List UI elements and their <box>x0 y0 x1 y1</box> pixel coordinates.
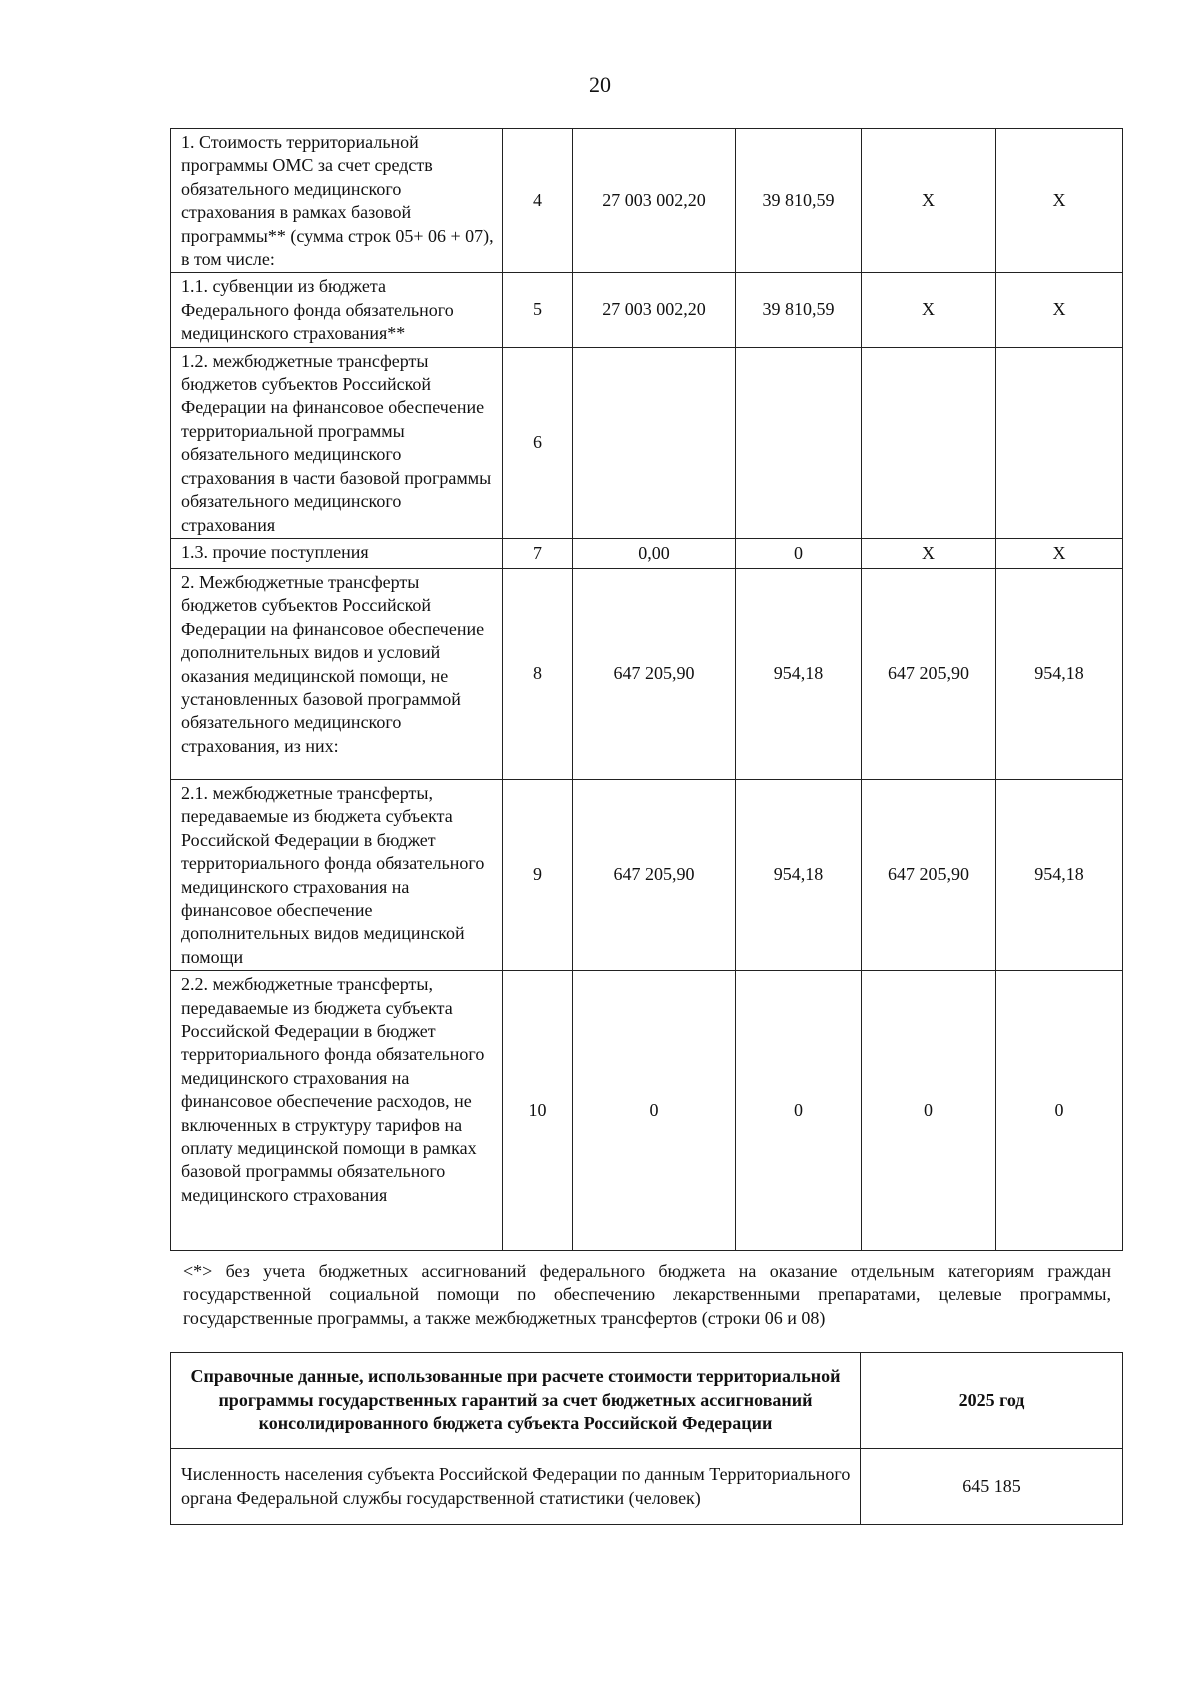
table-row <box>171 568 1123 779</box>
cell-value: 647 205,90 <box>862 779 996 970</box>
reference-data-table <box>170 1352 1123 1525</box>
cell-value: 0 <box>862 971 996 1251</box>
cell-value: 647 205,90 <box>573 568 736 779</box>
cell-value: X <box>862 273 996 347</box>
row-code: 7 <box>503 538 573 568</box>
cell-value: X <box>862 129 996 273</box>
reference-header-year: 2025 год <box>861 1353 1123 1449</box>
cell-value <box>573 347 736 538</box>
cell-value: 27 003 002,20 <box>573 273 736 347</box>
population-value: 645 185 <box>861 1449 1123 1525</box>
footnote: <*> без учета бюджетных ассигнований федерального бюджета на оказание отдельным категориям граждан государственной социальной помощи по обеспечению лекарственными препаратами, целевые программы, государственные программы, а также межбюджетных трансфертов (строки 06 и 08) <box>183 1261 1111 1328</box>
row-label: 2.2. межбюджетные трансферты, передаваемые из бюджета субъекта Российской Федерации в бюджет территориального фонда обязательного медицинского страхования на финансовое обеспечение расходов, не включенных в структуру тарифов на оплату медицинской помощи в рамках базовой программы обязательного медицинского страхования <box>171 971 503 1251</box>
row-label: 1. Стоимость территориальной программы ОМС за счет средств обязательного медицинского страхования в рамках базовой программы** (сумма строк 05+ 06 + 07), в том числе: <box>171 129 503 273</box>
row-code: 6 <box>503 347 573 538</box>
table-row <box>171 129 1123 273</box>
cell-value: X <box>862 538 996 568</box>
table-row <box>171 273 1123 347</box>
cell-value: 27 003 002,20 <box>573 129 736 273</box>
page-number: 20 <box>589 72 611 97</box>
cell-value: 647 205,90 <box>573 779 736 970</box>
cell-value: 0,00 <box>573 538 736 568</box>
table-row <box>171 347 1123 538</box>
table-row <box>171 779 1123 970</box>
cell-value: 0 <box>736 538 862 568</box>
cell-value: X <box>996 273 1123 347</box>
row-label: 1.2. межбюджетные трансферты бюджетов субъектов Российской Федерации на финансовое обеспечение территориальной программы обязательного медицинского страхования в части базовой программы обязательного медицинского страхования <box>171 347 503 538</box>
table-row <box>171 1449 1123 1525</box>
cell-value: 0 <box>573 971 736 1251</box>
cell-value <box>862 347 996 538</box>
cell-value: X <box>996 129 1123 273</box>
cell-value: X <box>996 538 1123 568</box>
row-code: 10 <box>503 971 573 1251</box>
reference-header-label: Справочные данные, использованные при расчете стоимости территориальной программы государственных гарантий за счет бюджетных ассигнований консолидированного бюджета субъекта Российской Федерации <box>171 1353 861 1449</box>
row-label: 1.3. прочие поступления <box>171 538 503 568</box>
row-label: 2. Межбюджетные трансферты бюджетов субъектов Российской Федерации на финансовое обеспечение дополнительных видов и условий оказания медицинской помощи, не установленных базовой программой обязательного медицинского страхования, из них: <box>171 568 503 779</box>
row-code: 8 <box>503 568 573 779</box>
cell-value: 0 <box>996 971 1123 1251</box>
cell-value: 39 810,59 <box>736 273 862 347</box>
table-row <box>171 538 1123 568</box>
cell-value: 647 205,90 <box>862 568 996 779</box>
row-code: 5 <box>503 273 573 347</box>
cell-value <box>996 347 1123 538</box>
cell-value <box>736 347 862 538</box>
row-code: 9 <box>503 779 573 970</box>
cell-value: 954,18 <box>996 568 1123 779</box>
row-code: 4 <box>503 129 573 273</box>
table-row <box>171 971 1123 1251</box>
table-header-row <box>171 1353 1123 1449</box>
row-label: 2.1. межбюджетные трансферты, передаваемые из бюджета субъекта Российской Федерации в бюджет территориального фонда обязательного медицинского страхования на финансовое обеспечение дополнительных видов медицинской помощи <box>171 779 503 970</box>
row-label: 1.1. субвенции из бюджета Федерального фонда обязательного медицинского страхования** <box>171 273 503 347</box>
cell-value: 954,18 <box>736 779 862 970</box>
financing-table <box>170 128 1123 1251</box>
cell-value: 0 <box>736 971 862 1251</box>
cell-value: 954,18 <box>996 779 1123 970</box>
population-label: Численность населения субъекта Российской Федерации по данным Территориального органа Федеральной службы государственной статистики (человек) <box>171 1449 861 1525</box>
cell-value: 954,18 <box>736 568 862 779</box>
cell-value: 39 810,59 <box>736 129 862 273</box>
